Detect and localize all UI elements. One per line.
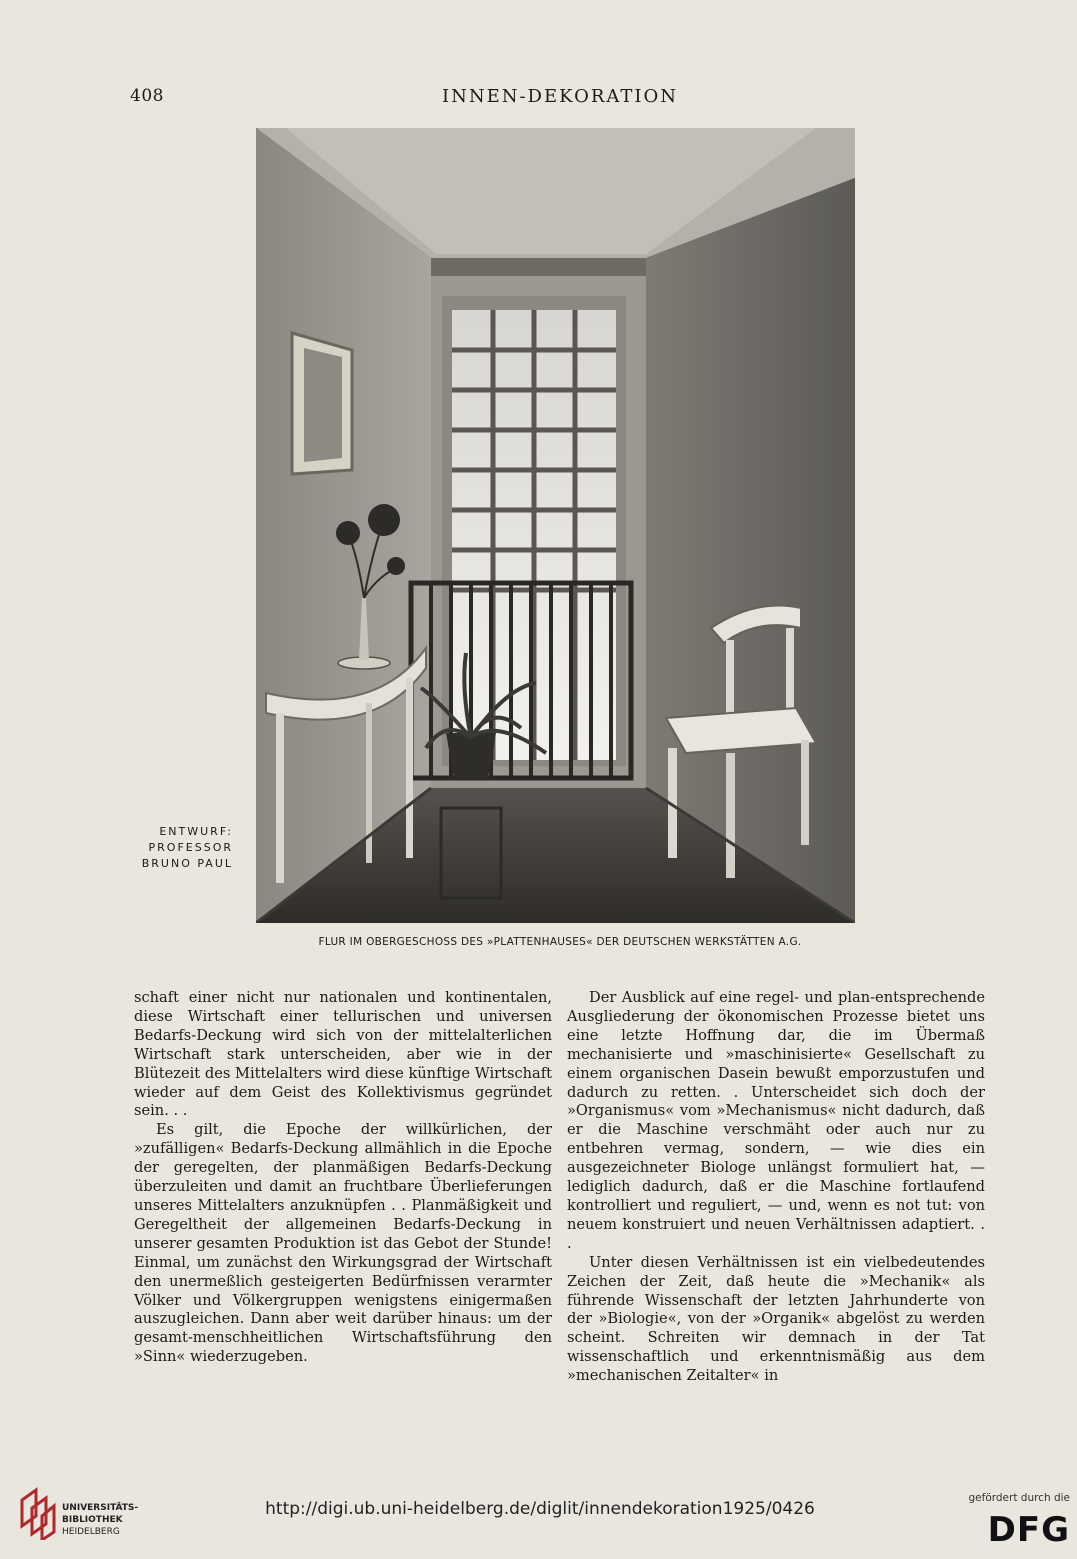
paragraph: Unter diesen Verhältnissen ist ein vielbedeutendes Zeichen der Zeit, daß heute die »Mechanik« als führende Wissenschaft der letzten Jahrhunderte von der »Biologie«, von der »Organik« abgelöst zu werden scheint. Schreiten wir demnach in der Tat wissenschaftlich und erkenntnismäßig aus dem »mechanischen Zeitalter« in [567, 1253, 985, 1385]
source-url-link[interactable]: http://digi.ub.uni-heidelberg.de/diglit/innendekoration1925/0426 [265, 1499, 815, 1519]
paragraph: Der Ausblick auf eine regel- und plan-entsprechende Ausgliederung der ökonomischen Prozesse bietet uns eine letzte Hoffnung dar, die im Übermaß mechanisierte und »maschinisierte« Gesellschaft zu einem organischen Dasein bewußt emporzustufen und dadurch zu retten. . Unterscheidet sich doch der »Organismus« vom »Mechanismus« nicht dadurch, daß er die Maschine verschmäht oder auch nur zu entbehren vermag, sondern, — wie dies ein ausgezeichneter Biologe unlängst formuliert hat, — lediglich dadurch, daß er die Maschine fortlaufend kontrolliert und reguliert, — und, wenn es not tut: von neuem konstruiert und neuen Verhältnissen adaptiert. . . [567, 989, 985, 1252]
interior-photograph [256, 128, 855, 923]
funding-note: gefördert durch die [968, 1492, 1070, 1504]
page-number: 408 [130, 86, 164, 106]
running-title: INNEN-DEKORATION [441, 86, 679, 107]
funder-block [930, 1492, 1070, 1550]
library-line: HEIDELBERG [62, 1527, 120, 1537]
text-column-left [134, 989, 552, 1367]
library-mark-icon [18, 1486, 58, 1540]
figure-caption: FLUR IM OBERGESCHOSS DES »PLATTENHAUSES« DER DEUTSCHEN WERKSTÄTTEN A.G. [318, 936, 802, 948]
design-credit [120, 824, 233, 872]
text-column-right [567, 989, 985, 1386]
library-name [62, 1502, 138, 1538]
library-line: UNIVERSITÄTS- [62, 1503, 139, 1513]
library-logo-link[interactable] [14, 1486, 164, 1546]
credit-line: PROFESSOR [148, 841, 233, 854]
hallway-illustration [256, 128, 855, 923]
credit-line: ENTWURF: [159, 825, 233, 838]
paragraph: Es gilt, die Epoche der willkürlichen, der »zufälligen« Bedarfs-Deckung allmählich in die Epoche der geregelten, der planmäßigen Bedarfs-Deckung überzuleiten und damit an fruchtbare Überlieferungen unseres Mittelalters anzuknüpfen . . Planmäßigkeit und Geregeltheit der allgemeinen Bedarfs-Deckung in unserer gesamten Produktion ist das Gebot der Stunde! Einmal, um zunächst den Wirkungsgrad der Wirtschaft den unermeßlich gesteigerten Bedürfnissen verarmter Völker und Völkergruppen wenigstens einigermaßen auszugleichen. Dann aber weit darüber hinaus: um der gesamt-menschheitlichen Wirtschaftsführung den »Sinn« wiederzugeben. [134, 1121, 552, 1366]
credit-line: BRUNO PAUL [141, 857, 233, 870]
paragraph: schaft einer nicht nur nationalen und kontinentalen, diese Wirtschaft einer tellurischen und universen Bedarfs-Deckung wird sich von der mittelalterlichen Wirtschaft stark unterscheiden, aber wie in der Blütezeit des Mittelalters wird diese künftige Wirtschaft wieder auf dem Geist des Kollektivismus gegründet sein. . . [134, 989, 552, 1120]
library-line: BIBLIOTHEK [62, 1515, 123, 1525]
dfg-logo[interactable]: DFG [987, 1510, 1070, 1550]
